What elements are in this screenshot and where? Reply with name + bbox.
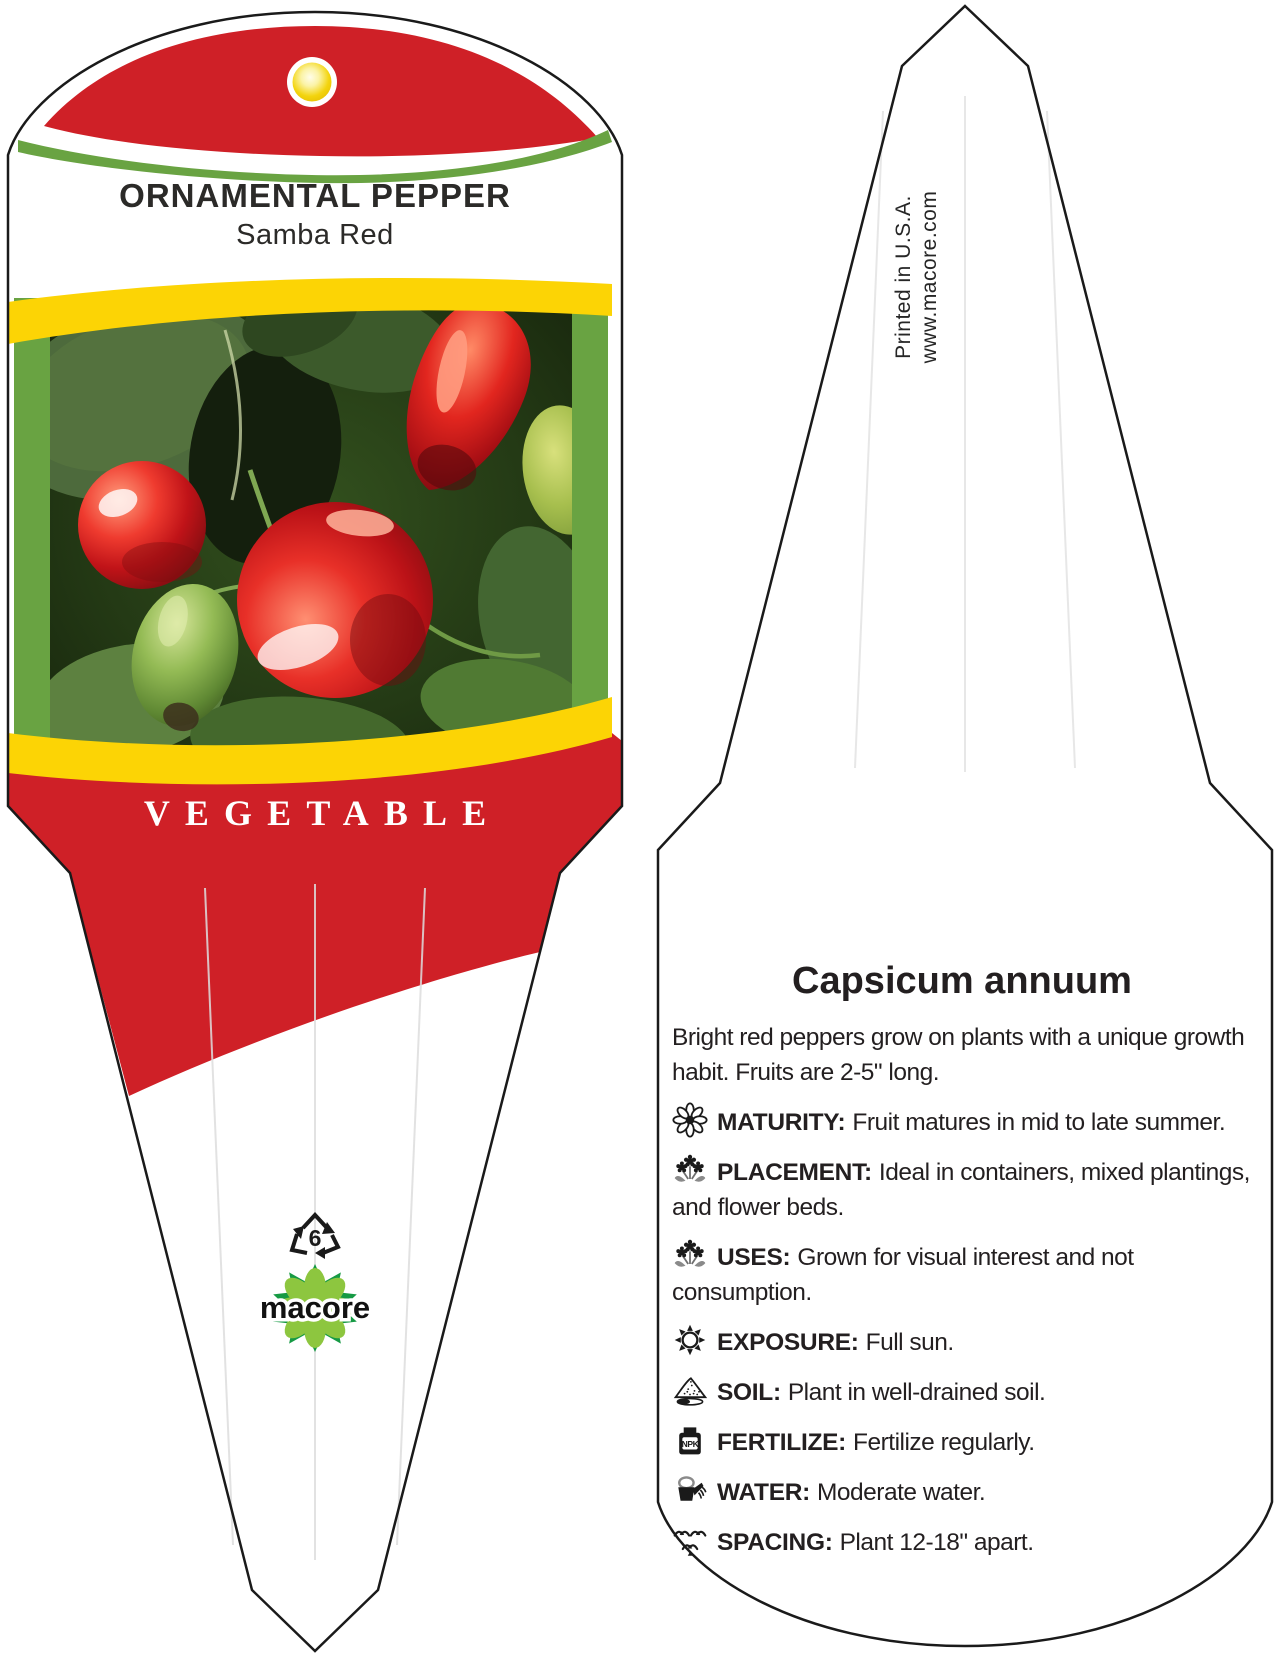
attribute-value: Fertilize regularly. bbox=[853, 1429, 1035, 1456]
bouquet-icon bbox=[672, 1237, 708, 1273]
attribute-row-exposure bbox=[672, 1322, 1252, 1360]
attribute-row-placement bbox=[672, 1152, 1252, 1225]
watering-can-icon bbox=[672, 1472, 708, 1508]
front-title-block bbox=[15, 176, 615, 252]
hang-hole bbox=[287, 57, 337, 107]
printed-in-usa-note: Printed in U.S.A. bbox=[892, 195, 915, 359]
attribute-label: EXPOSURE: bbox=[717, 1329, 859, 1356]
attribute-label: SPACING: bbox=[717, 1529, 833, 1556]
attribute-row-maturity bbox=[672, 1102, 1252, 1140]
category-banner: VEGETABLE bbox=[143, 793, 502, 833]
botanical-name: Capsicum annuum bbox=[792, 960, 1132, 1002]
attribute-row-water bbox=[672, 1472, 1252, 1510]
website-url: www.macore.com bbox=[918, 190, 941, 364]
attribute-value: Ideal in containers, mixed plantings, and flower beds. bbox=[672, 1159, 1250, 1221]
attribute-row-spacing bbox=[672, 1522, 1252, 1560]
attribute-label: SOIL: bbox=[717, 1379, 781, 1406]
brand-logo-text: macore bbox=[259, 1290, 371, 1325]
attribute-label: USES: bbox=[717, 1244, 791, 1271]
fertilizer-icon bbox=[672, 1422, 708, 1458]
care-instructions bbox=[672, 958, 1252, 1560]
soil-icon bbox=[672, 1372, 708, 1408]
bouquet-icon bbox=[672, 1152, 708, 1188]
attribute-label: PLACEMENT: bbox=[717, 1159, 872, 1186]
attribute-label: FERTILIZE: bbox=[717, 1429, 847, 1456]
recycle-number: 6 bbox=[308, 1225, 322, 1251]
attribute-row-soil bbox=[672, 1372, 1252, 1410]
attribute-value: Full sun. bbox=[865, 1329, 954, 1356]
attribute-value: Plant 12-18" apart. bbox=[839, 1529, 1034, 1556]
attribute-value: Plant in well-drained soil. bbox=[787, 1379, 1046, 1406]
attribute-row-fertilize bbox=[672, 1422, 1252, 1460]
stake-print-note bbox=[891, 152, 943, 402]
spacing-icon bbox=[672, 1522, 708, 1558]
plant-variety-name: Samba Red bbox=[236, 219, 394, 251]
attribute-value: Fruit matures in mid to late summer. bbox=[852, 1109, 1226, 1136]
npk-label: NPK bbox=[681, 1438, 699, 1449]
plant-description: Bright red peppers grow on plants with a unique growth habit. Fruits are 2-5" long. bbox=[672, 1024, 1245, 1086]
flower-icon bbox=[672, 1102, 708, 1138]
attribute-label: WATER: bbox=[717, 1479, 811, 1506]
attribute-value: Moderate water. bbox=[817, 1479, 986, 1506]
pepper-photo bbox=[0, 265, 618, 795]
plant-common-name: ORNAMENTAL PEPPER bbox=[119, 177, 511, 214]
attribute-row-uses bbox=[672, 1237, 1252, 1310]
attribute-value: Grown for visual interest and not consumption. bbox=[672, 1244, 1134, 1306]
attribute-label: MATURITY: bbox=[717, 1109, 846, 1136]
sun-icon bbox=[672, 1322, 708, 1358]
